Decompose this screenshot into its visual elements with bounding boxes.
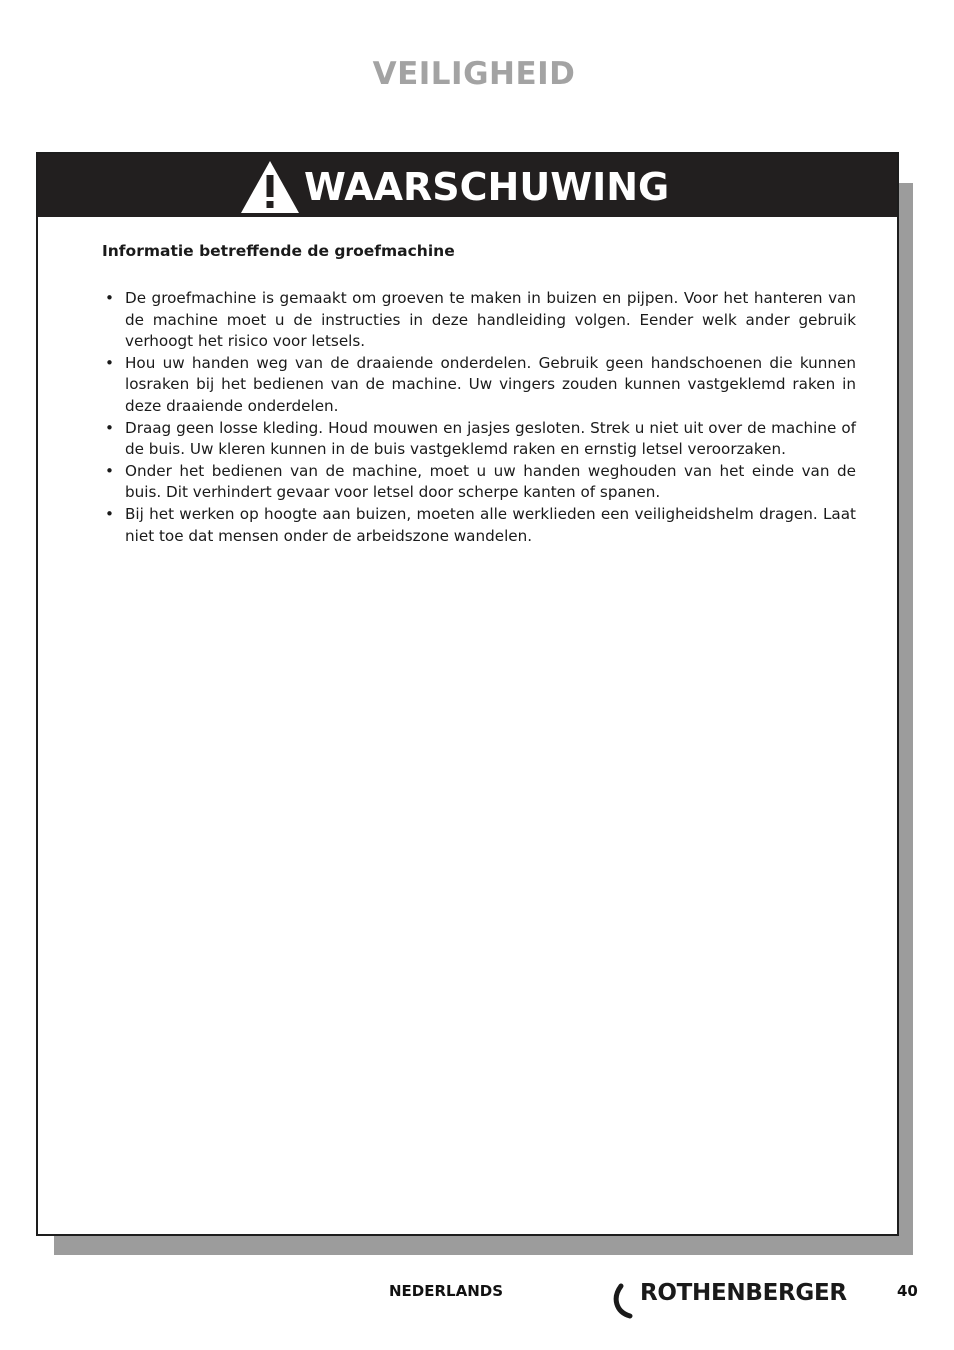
list-item-text: Draag geen losse kleding. Houd mouwen en jasjes gesloten. Strek u niet uit over de machine of de buis. Uw kleren kunnen in de buis vastgeklemd raken en ernstig letsel veroorzaken. [125, 418, 856, 459]
list-item [102, 461, 856, 504]
warning-triangle-icon [239, 159, 301, 215]
list-item-text: Bij het werken op hoogte aan buizen, moeten alle werklieden een veiligheidshelm dragen. Laat niet toe dat mensen onder de arbeidszone wandelen. [125, 504, 856, 545]
list-item [102, 418, 856, 461]
list-item [102, 288, 856, 353]
warning-title: WAARSCHUWING [304, 165, 670, 209]
bullet-icon: • [105, 289, 114, 307]
footer-language: NEDERLANDS [389, 1282, 504, 1300]
bullet-icon: • [105, 418, 114, 437]
page-title: VEILIGHEID [372, 56, 576, 92]
list-item [102, 504, 856, 547]
list-item-text: Onder het bedienen van de machine, moet u uw handen weghouden van het einde van de buis. Dit verhindert gevaar voor letsel door scherpe kanten of spanen. [125, 461, 856, 502]
bullet-icon: • [105, 461, 114, 480]
rothenberger-arc-icon [612, 1278, 642, 1320]
list-item [102, 353, 856, 418]
page-number: 40 [897, 1282, 918, 1300]
section-heading: Informatie betreffende de groefmachine [102, 242, 455, 260]
warning-header [38, 154, 897, 217]
bullet-icon: • [105, 353, 114, 372]
bullet-icon: • [105, 504, 114, 523]
brand-name: ROTHENBERGER [640, 1280, 847, 1306]
warning-box [36, 152, 899, 1236]
safety-list [102, 288, 856, 547]
brand-logo [612, 1278, 860, 1320]
list-item-text: Hou uw handen weg van de draaiende onderdelen. Gebruik geen handschoenen die kunnen losraken bij het bedienen van de machine. Uw vingers zouden kunnen vastgeklemd raken in deze draaiende onderdelen. [125, 353, 856, 415]
list-item-text: De groefmachine is gemaakt om groeven te maken in buizen en pijpen. Voor het hanteren van de machine moet u de instructies in deze handleiding volgen. Eender welk ander gebruik verhoogt het risico voor letsels. [125, 289, 856, 351]
